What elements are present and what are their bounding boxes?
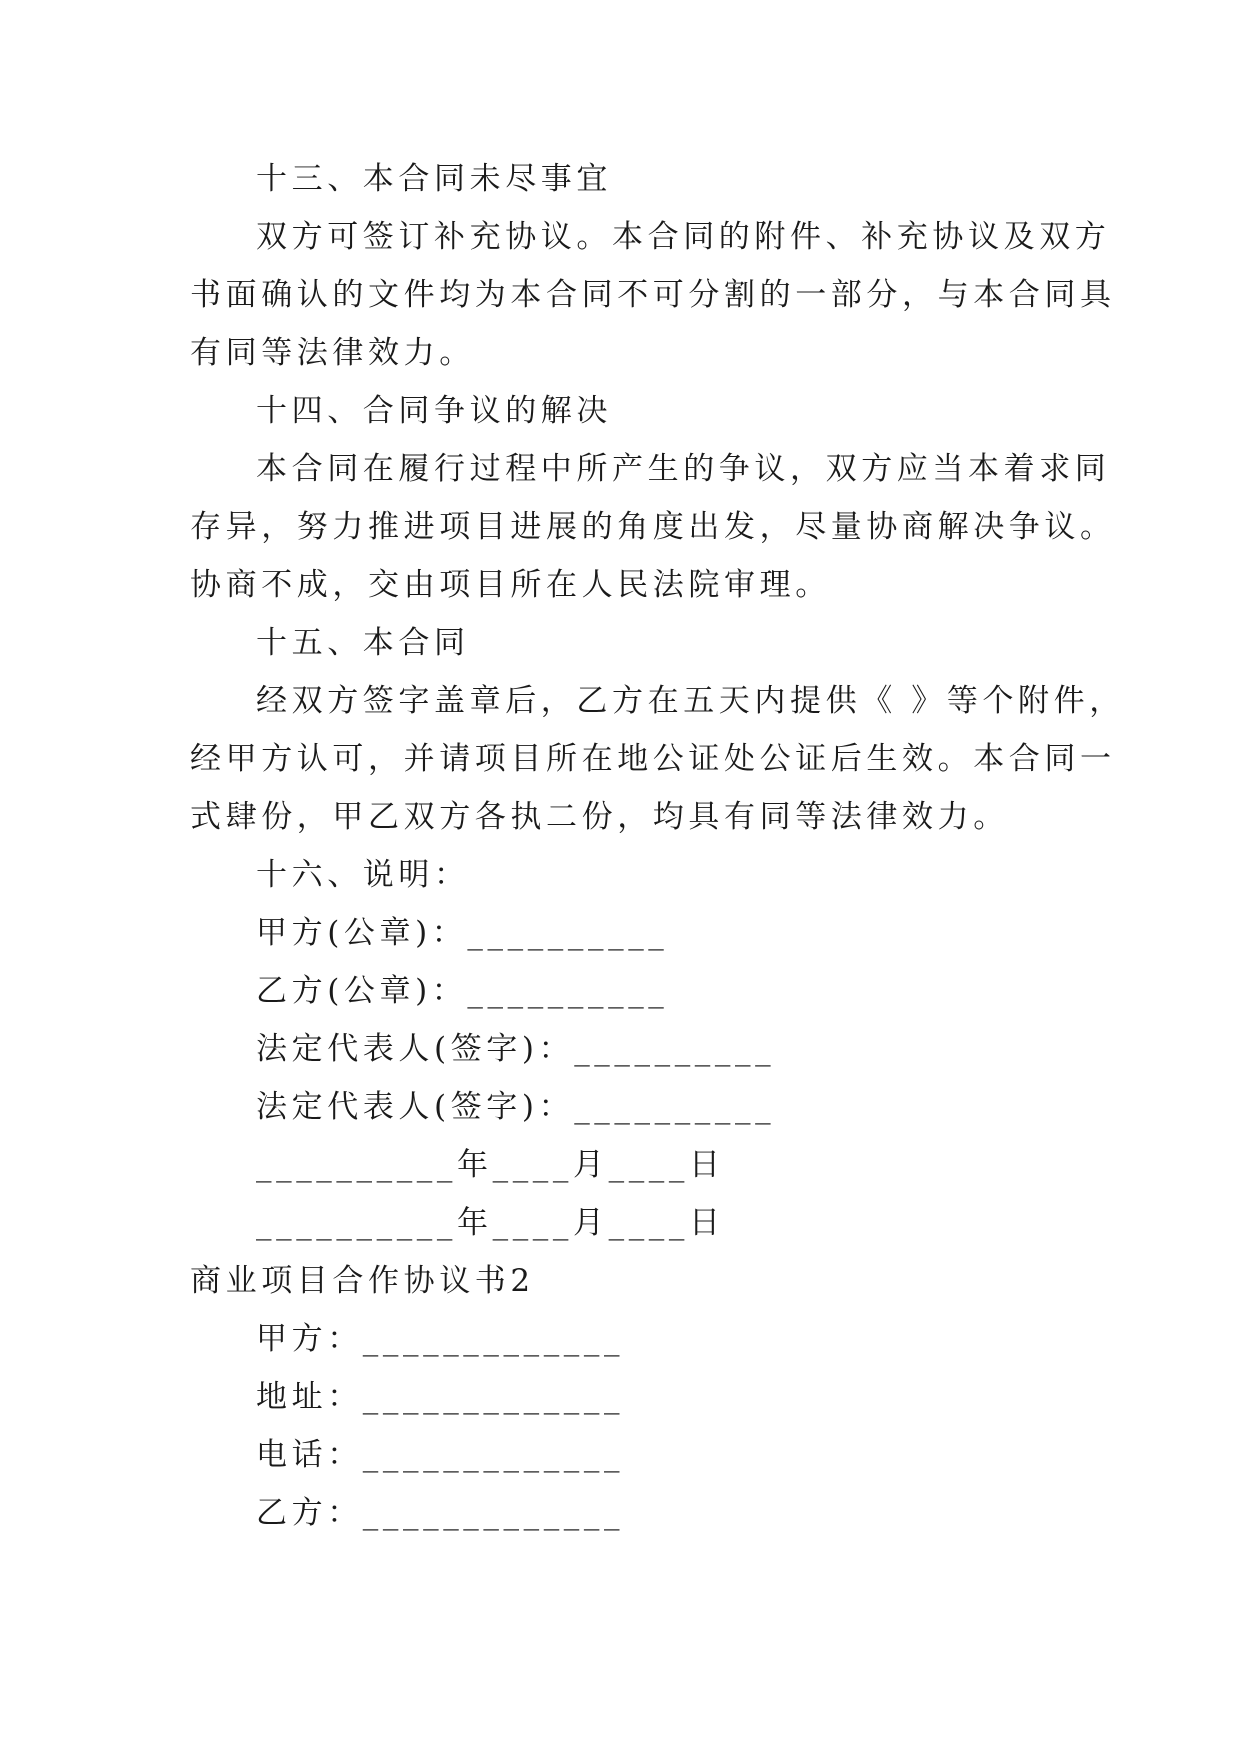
- section-16-heading: 十六、说明：: [256, 857, 470, 893]
- section-14-heading: 十四、合同争议的解决: [256, 393, 612, 429]
- document-page: [190, 150, 1125, 1542]
- section-13-paragraph-line-2: 书面确认的文件均为本合同不可分割的一部分，与本合同具: [190, 277, 1116, 313]
- section-13-paragraph-line-3: 有同等法律效力。: [190, 335, 475, 371]
- section-15-paragraph-line-1: 经双方签字盖章后，乙方在五天内提供《 》等个附件，: [256, 683, 1125, 719]
- signature-party-b-seal: 乙方(公章)：__________: [256, 973, 669, 1009]
- phone-field: 电话：_____________: [256, 1437, 625, 1473]
- section-15-heading: 十五、本合同: [256, 625, 470, 661]
- section-14-paragraph-line-2: 存异，努力推进项目进展的角度出发，尽量协商解决争议。: [190, 509, 1116, 545]
- section-13-paragraph-line-1: 双方可签订补充协议。本合同的附件、补充协议及双方: [256, 219, 1111, 255]
- agreement-2-title: 商业项目合作协议书2: [190, 1263, 535, 1299]
- party-a-field: 甲方：_____________: [256, 1321, 625, 1357]
- section-14-paragraph-line-1: 本合同在履行过程中所产生的争议，双方应当本着求同: [256, 451, 1111, 487]
- signature-legal-rep-a: 法定代表人(签字)：__________: [256, 1031, 776, 1067]
- section-13-heading: 十三、本合同未尽事宜: [256, 161, 612, 197]
- section-14-paragraph-line-3: 协商不成，交由项目所在人民法院审理。: [190, 567, 831, 603]
- address-field: 地址：_____________: [256, 1379, 625, 1415]
- party-b-field: 乙方：_____________: [256, 1495, 625, 1531]
- date-line-b: __________年____月____日: [256, 1205, 725, 1241]
- section-15-paragraph-line-2: 经甲方认可，并请项目所在地公证处公证后生效。本合同一: [190, 741, 1116, 777]
- date-line-a: __________年____月____日: [256, 1147, 725, 1183]
- signature-party-a-seal: 甲方(公章)：__________: [256, 915, 669, 951]
- signature-legal-rep-b: 法定代表人(签字)：__________: [256, 1089, 776, 1125]
- section-15-paragraph-line-3: 式肆份，甲乙双方各执二份，均具有同等法律效力。: [190, 799, 1009, 835]
